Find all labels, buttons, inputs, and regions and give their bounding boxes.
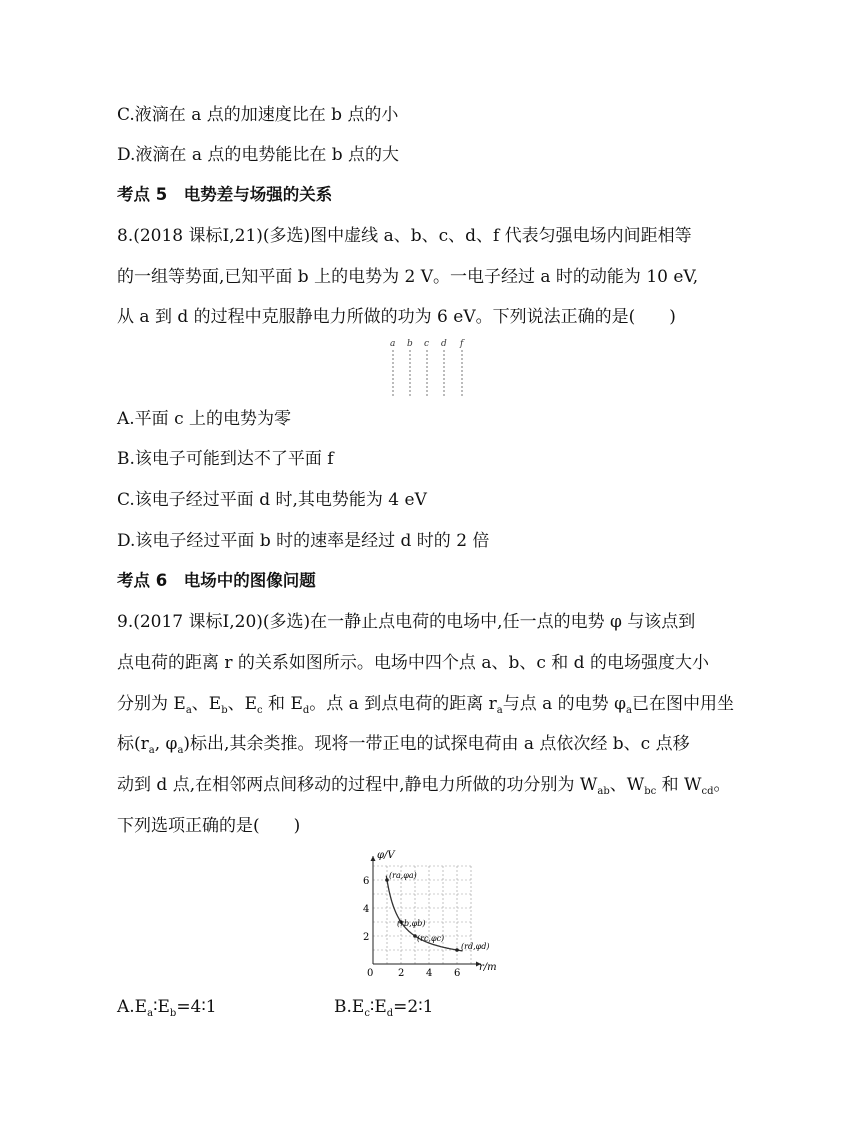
q9-stem-line6: 下列选项正确的是( ) bbox=[117, 816, 301, 836]
point-label: (rb,φb) bbox=[397, 919, 426, 928]
x-tick-label: 6 bbox=[454, 968, 461, 978]
x-tick-label: 0 bbox=[367, 968, 374, 978]
q8-stem-line3: 从 a 到 d 的过程中克服静电力所做的功为 6 eV。下列说法正确的是( ) bbox=[117, 307, 676, 327]
section-5-heading: 考点 5 电势差与场强的关系 bbox=[117, 185, 333, 204]
q9-stem-line4: 标($r_a$, $\varphi_a$)标出,其余类推。现将一带正电的试探电荷由 a 点依次经 b、c 点移 bbox=[117, 734, 690, 756]
plane-label-b: b bbox=[407, 339, 413, 349]
equipotential-figure bbox=[384, 336, 474, 398]
q8-option-d: D.该电子经过平面 b 时的速率是经过 d 时的 2 倍 bbox=[117, 531, 490, 551]
y-tick-label: 6 bbox=[363, 876, 370, 887]
x-tick-label: 2 bbox=[398, 968, 405, 978]
x-tick-label: 4 bbox=[426, 968, 433, 978]
section-6-heading: 考点 6 电场中的图像问题 bbox=[117, 571, 316, 590]
plane-label-c: c bbox=[424, 339, 430, 349]
x-axis-label: r/m bbox=[479, 962, 497, 973]
q7-option-c: C.液滴在 a 点的加速度比在 b 点的小 bbox=[117, 105, 399, 125]
y-axis-label: φ/V bbox=[377, 850, 395, 861]
plane-label-d: d bbox=[441, 339, 447, 349]
q8-stem-line2: 的一组等势面,已知平面 b 上的电势为 2 V。一电子经过 a 时的动能为 10 eV, bbox=[117, 267, 699, 287]
data-point bbox=[455, 948, 459, 952]
plane-label-a: a bbox=[390, 339, 396, 349]
q9-option-a: $A.E_a∶E_b=4∶1$ bbox=[117, 997, 217, 1019]
point-label: (rc,φc) bbox=[417, 934, 445, 943]
q9-option-b: $B.E_c∶E_d=2∶1$ bbox=[334, 997, 434, 1019]
q9-stem-line1: 9.(2017 课标Ⅰ,20)(多选)在一静止点电荷的电场中,任一点的电势 φ 与该点到 bbox=[117, 612, 696, 632]
y-axis-arrow bbox=[371, 856, 376, 861]
q8-stem-line1: 8.(2018 课标Ⅰ,21)(多选)图中虚线 a、b、c、d、f 代表匀强电场内间距相等 bbox=[117, 226, 692, 246]
q9-stem-line2: 点电荷的距离 r 的关系如图所示。电场中四个点 a、b、c 和 d 的电场强度大小 bbox=[117, 653, 709, 673]
q8-option-b: B.该电子可能到达不了平面 f bbox=[117, 449, 334, 469]
q9-stem-line5: 动到 d 点,在相邻两点间移动的过程中,静电力所做的功分别为 $W_{ab}$、$W_{bc}$ 和 $W_{cd}$。 bbox=[117, 775, 731, 797]
q8-option-c: C.该电子经过平面 d 时,其电势能为 4 eV bbox=[117, 490, 427, 510]
plane-label-f: f bbox=[460, 339, 464, 349]
y-tick-label: 4 bbox=[363, 904, 370, 915]
point-label: (ra,φa) bbox=[389, 871, 417, 880]
point-label: (rd,φd) bbox=[461, 942, 490, 951]
q7-option-d: D.液滴在 a 点的电势能比在 b 点的大 bbox=[117, 145, 400, 165]
q9-stem-line3: 分别为 $E_a$、$E_b$、$E_c$ 和 $E_d$。点 a 到点电荷的距离 $r_a$与点 a 的电势 $\varphi_a$已在图中用坐 bbox=[117, 694, 734, 716]
y-tick-label: 2 bbox=[363, 932, 370, 943]
q8-option-a: A.平面 c 上的电势为零 bbox=[117, 409, 292, 429]
potential-distance-chart bbox=[355, 846, 505, 978]
